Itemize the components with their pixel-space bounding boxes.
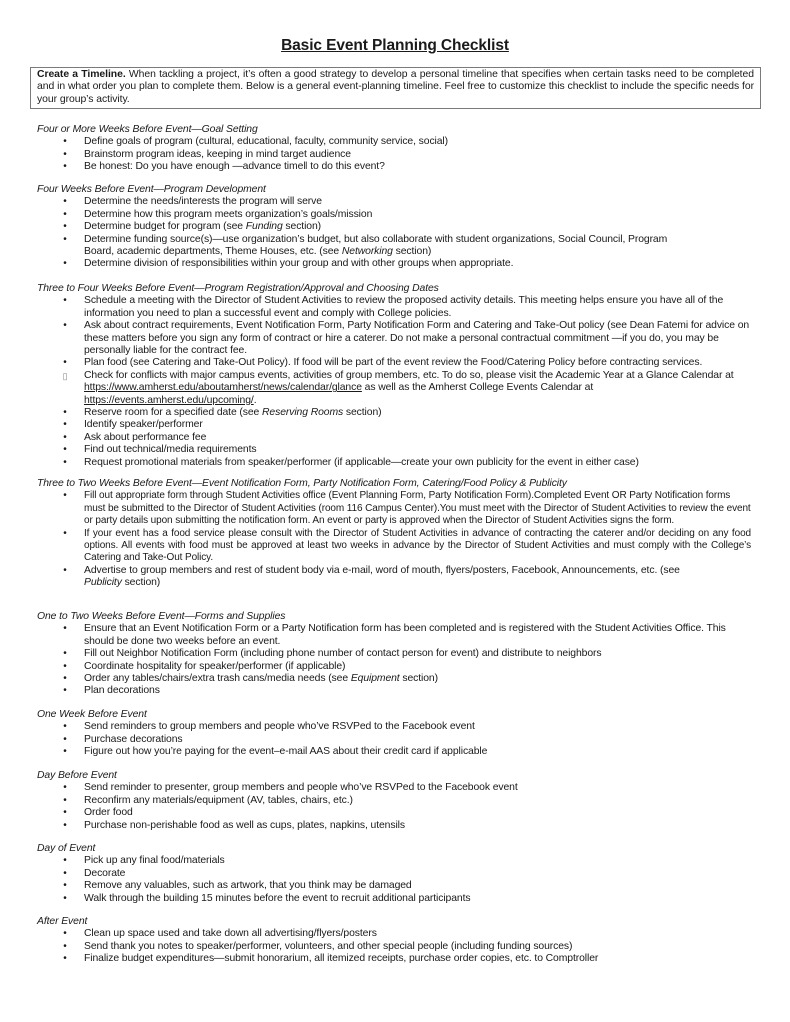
item-text: Fill out Neighbor Notification Form (including phone number of contact person for event) and distribute to neighbors xyxy=(84,648,602,660)
section-heading: Day of Event xyxy=(37,843,96,854)
list-item xyxy=(37,953,757,965)
bullet-icon: • xyxy=(63,208,67,220)
item-text: Brainstorm program ideas, keeping in mind target audience xyxy=(84,148,351,160)
bullet-icon: • xyxy=(63,490,67,502)
item-text: section) xyxy=(399,673,438,685)
bullet-icon: • xyxy=(63,807,67,819)
bullet-icon: • xyxy=(63,444,67,456)
bullet-icon: • xyxy=(63,721,67,733)
bullet-icon: • xyxy=(63,794,67,806)
intro-box xyxy=(30,67,761,109)
bullet-icon: • xyxy=(63,855,67,867)
item-text: . xyxy=(253,394,257,406)
bullet-icon: • xyxy=(63,733,67,745)
bullet-icon: • xyxy=(63,623,67,635)
bullet-icon: • xyxy=(63,928,67,940)
item-text: Schedule a meeting with the Director of Student Activities to review the proposed activity details. This meeting helps ensure you have all of the information you need to plan a successful event and comply with College policies. xyxy=(84,295,724,319)
list-item xyxy=(37,648,757,660)
page-title: Basic Event Planning Checklist xyxy=(281,37,509,54)
item-text: Fill out appropriate form through Student Activities office (Event Planning Form, Party Notification Form).Completed Event OR Party Notification forms must be submitted to the Director of Student Activities (room 116 Campus Center).You must meet with the Director of Student Activities to review the event or party details upon submitting the notification form. An event or party is approved when the Director of Student Activities signs the form. xyxy=(84,490,751,527)
item-text: Reserve room for a specified date (see xyxy=(84,407,263,419)
item-text: Determine division of responsibilities within your group and with other groups when appropriate. xyxy=(84,258,514,270)
section-forms-supplies xyxy=(37,611,757,698)
section-notification-forms xyxy=(37,478,757,590)
item-text: Plan food (see Catering and Take-Out Policy). If food will be part of the event review the Food/Catering Policy before contracting services. xyxy=(84,357,703,369)
item-text: section) xyxy=(343,407,382,419)
list-item xyxy=(37,782,757,794)
bullet-icon: • xyxy=(63,419,67,431)
bullet-icon: • xyxy=(63,819,67,831)
item-text: Remove any valuables, such as artwork, that you think may be damaged xyxy=(84,880,412,892)
list-item xyxy=(37,868,757,880)
item-text: Ensure that an Event Notification Form or a Party Notification form has been completed and is registered with the Student Activities Office. This should be done two weeks before an event. xyxy=(84,623,726,647)
list-item xyxy=(37,928,757,940)
bullet-icon: • xyxy=(63,221,67,233)
bullet-icon: • xyxy=(63,161,67,173)
item-text: Determine funding source(s)—use organization’s budget, but also collaborate with student organizations, Social Council, Program Board, academic departments, Theme Houses, etc. (see xyxy=(84,233,668,258)
bullet-icon: • xyxy=(63,880,67,892)
bullet-icon: • xyxy=(63,233,67,245)
list-item xyxy=(37,209,757,221)
list-item xyxy=(37,623,757,648)
item-text: Advertise to group members and rest of student body via e-mail, word of mouth, flyers/posters, Facebook, Announcements, etc. (see xyxy=(84,564,680,576)
item-text: Clean up space used and take down all advertising/flyers/posters xyxy=(84,928,377,940)
item-text: Define goals of program (cultural, educational, faculty, community service, social) xyxy=(84,136,448,148)
item-text: Purchase decorations xyxy=(84,733,183,745)
calendar-glance-link[interactable]: https://www.amherst.edu/aboutamherst/news/calendar/glance xyxy=(84,382,362,394)
item-text: section) xyxy=(392,246,432,258)
section-heading: One Week Before Event xyxy=(37,709,147,720)
section-after-event xyxy=(37,916,757,966)
item-text: Identify speaker/performer xyxy=(84,419,203,431)
section-heading: One to Two Weeks Before Event—Forms and Supplies xyxy=(37,611,286,622)
bullet-icon: • xyxy=(63,746,67,758)
item-text: Ask about performance fee xyxy=(84,431,207,443)
bullet-icon: • xyxy=(63,782,67,794)
bullet-icon: • xyxy=(63,953,67,965)
bullet-icon: • xyxy=(63,648,67,660)
bullet-icon: • xyxy=(63,196,67,208)
section-heading: Four or More Weeks Before Event—Goal Setting xyxy=(37,124,258,135)
section-day-of xyxy=(37,843,757,905)
list-item xyxy=(37,661,757,673)
item-text: Request promotional materials from speaker/performer (if applicable—create your own publicity for the event in either case) xyxy=(84,456,639,468)
list-item xyxy=(37,407,757,419)
bullet-icon: • xyxy=(63,148,67,160)
item-emphasis: Networking xyxy=(341,246,393,258)
item-text: Be honest: Do you have enough —advance timeǁ to do this event? xyxy=(84,161,385,173)
bullet-icon: • xyxy=(63,295,67,307)
bullet-icon: • xyxy=(63,136,67,148)
item-text: Check for conflicts with major campus events, activities of group members, etc. To do so, please visit the Academic Year at a Glance Calendar at xyxy=(84,369,734,381)
bullet-icon: • xyxy=(63,940,67,952)
list-item xyxy=(37,807,757,819)
bullet-icon: • xyxy=(63,456,67,468)
bullet-icon: • xyxy=(63,527,67,539)
intro-lead: Create a Timeline. xyxy=(37,69,126,80)
section-heading: Day Before Event xyxy=(37,770,117,781)
item-text: Finalize budget expenditures—submit honorarium, all itemized receipts, purchase order copies, etc. to Comptroller xyxy=(84,953,599,965)
list-item xyxy=(37,370,757,407)
bullet-icon: • xyxy=(63,357,67,369)
item-text: section) xyxy=(121,577,161,589)
list-item xyxy=(37,234,757,259)
list-item xyxy=(37,161,757,173)
checkbox-bullet-icon: ▯ xyxy=(62,370,68,381)
item-emphasis: Publicity xyxy=(84,577,122,589)
item-text: Reconfirm any materials/equipment (AV, tables, chairs, etc.) xyxy=(84,794,353,806)
list-item xyxy=(37,721,757,733)
section-heading: Four Weeks Before Event—Program Development xyxy=(37,184,266,195)
item-text: Purchase non-perishable food as well as cups, plates, napkins, utensils xyxy=(84,819,405,831)
list-item xyxy=(37,880,757,892)
item-text: Pick up any final food/materials xyxy=(84,855,225,867)
item-text: Decorate xyxy=(84,867,126,879)
list-item xyxy=(37,685,757,697)
item-text: Ask about contract requirements, Event Notification Form, Party Notification Form and Catering and Take-Out policy (see Dean Fatemi for advice on these matters before you sign any form of contract or hire a caterer. Do not make a personal contractual commitment —if you do, you may be personally liable for the contract fee. xyxy=(84,320,750,357)
item-text: If your event has a food service please consult with the Director of Student Activities in advance of contracting the caterer and/or deciding on any food options. All events with food must be approved at least two weeks in advance by the Director of Student Activities and must comply with the College’s Catering and Take-Out Policy. xyxy=(84,527,751,564)
item-text: Figure out how you’re paying for the event–e-mail AAS about their credit card if applicable xyxy=(84,746,488,758)
list-item xyxy=(37,432,757,444)
list-item xyxy=(37,734,757,746)
section-goal-setting xyxy=(37,124,757,174)
list-item xyxy=(37,295,757,320)
list-item xyxy=(37,490,757,527)
list-item xyxy=(37,357,757,369)
list-item xyxy=(37,673,757,685)
item-text: Order any tables/chairs/extra trash cans/media needs (see xyxy=(84,673,351,685)
list-item xyxy=(37,444,757,456)
list-item xyxy=(37,941,757,953)
list-item xyxy=(37,258,757,270)
item-text: Order food xyxy=(84,807,133,819)
events-calendar-link[interactable]: https://events.amherst.edu/upcoming/ xyxy=(84,394,254,406)
section-registration-approval xyxy=(37,283,757,469)
item-text: Walk through the building 15 minutes before the event to recruit additional participants xyxy=(84,892,471,904)
item-text: Send reminder to presenter, group members and people who’ve RSVPed to the Facebook event xyxy=(84,782,518,794)
item-text: section) xyxy=(282,221,322,233)
bullet-icon: • xyxy=(63,564,67,576)
section-program-development xyxy=(37,184,757,271)
intro-text: When tackling a project, it’s often a good strategy to develop a personal timeline that specifies when certain tasks need to be completed and in what order you plan to complete them. Below is a general event-planning timeline. Feel free to customize this checklist to include the specific needs for your group’s activity. xyxy=(37,69,754,105)
section-heading: Three to Two Weeks Before Event—Event Notification Form, Party Notification Form, Catering/Food Policy & Publicity xyxy=(37,478,567,489)
list-item xyxy=(37,528,757,565)
bullet-icon: • xyxy=(63,673,67,685)
bullet-icon: • xyxy=(63,892,67,904)
section-day-before xyxy=(37,770,757,832)
list-item xyxy=(37,855,757,867)
bullet-icon: • xyxy=(63,407,67,419)
section-heading: After Event xyxy=(37,916,88,927)
section-heading: Three to Four Weeks Before Event—Program Registration/Approval and Choosing Dates xyxy=(37,283,439,294)
list-item xyxy=(37,457,757,469)
list-item xyxy=(37,136,757,148)
list-item xyxy=(37,419,757,431)
bullet-icon: • xyxy=(63,258,67,270)
list-item xyxy=(37,196,757,208)
item-text: as well as the Amherst College Events Calendar at xyxy=(361,382,594,394)
item-text: Find out technical/media requirements xyxy=(84,444,257,456)
bullet-icon: • xyxy=(63,660,67,672)
item-text: Determine the needs/interests the program will serve xyxy=(84,196,322,208)
item-emphasis: Reserving Rooms xyxy=(262,407,344,419)
bullet-icon: • xyxy=(63,320,67,332)
list-item xyxy=(37,795,757,807)
item-emphasis: Funding xyxy=(245,221,283,233)
list-item xyxy=(37,893,757,905)
list-item xyxy=(37,221,757,233)
item-text: Determine budget for program (see xyxy=(84,221,246,233)
list-item xyxy=(37,565,757,590)
list-item xyxy=(37,320,757,357)
item-text: Send reminders to group members and people who’ve RSVPed to the Facebook event xyxy=(84,721,475,733)
list-item xyxy=(37,820,757,832)
list-item xyxy=(37,149,757,161)
item-emphasis: Equipment xyxy=(350,673,400,685)
item-text: Determine how this program meets organization’s goals/mission xyxy=(84,208,373,220)
item-text: Coordinate hospitality for speaker/performer (if applicable) xyxy=(84,660,346,672)
bullet-icon: • xyxy=(63,685,67,697)
section-one-week-before xyxy=(37,709,757,759)
bullet-icon: • xyxy=(63,867,67,879)
list-item xyxy=(37,746,757,758)
item-text: Plan decorations xyxy=(84,685,160,697)
bullet-icon: • xyxy=(63,431,67,443)
item-text: Send thank you notes to speaker/performer, volunteers, and other special people (including funding sources) xyxy=(84,940,573,952)
